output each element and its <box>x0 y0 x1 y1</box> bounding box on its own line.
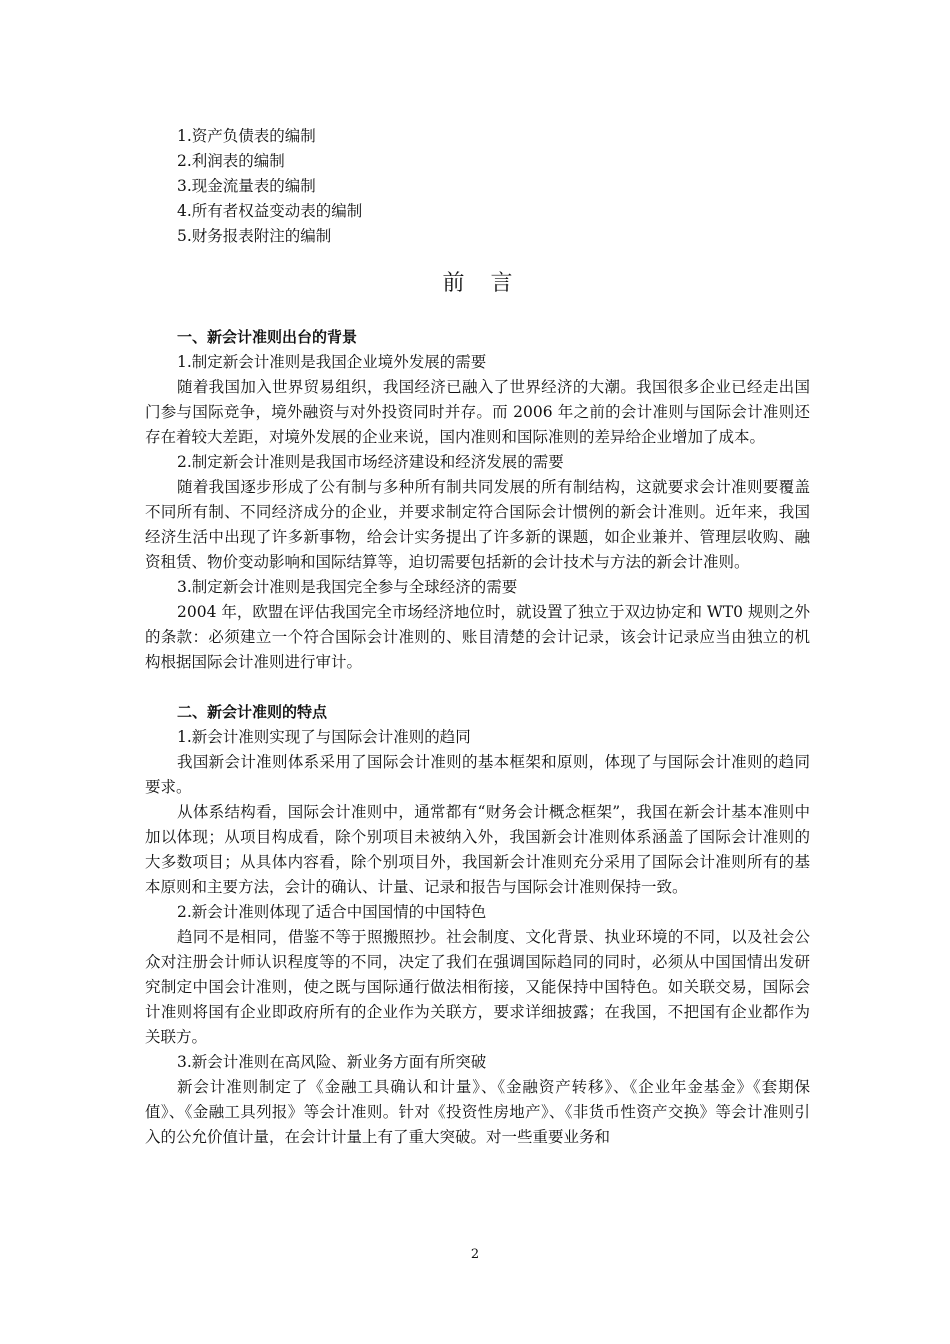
spacer <box>145 675 810 700</box>
subheading: 1.制定新会计准则是我国企业境外发展的需要 <box>177 353 487 371</box>
toc-item: 3.现金流量表的编制 <box>177 177 316 195</box>
section-heading-background: 一、新会计准则出台的背景 <box>177 328 358 346</box>
subheading: 2.制定新会计准则是我国市场经济建设和经济发展的需要 <box>177 453 564 471</box>
paragraph: 从体系结构看，国际会计准则中，通常都有“财务会计概念框架”，我国在新会计基本准则中加以体现；从项目构成看，除个别项目未被纳入外，我国新会计准则体系涵盖了国际会计准则的大多数项目；从具体内容看，除个别项目外，我国新会计准则充分采用了国际会计准则所有的基本原则和主要方法，会计的确认、计量、记录和报告与国际会计准则保持一致。 <box>145 803 810 896</box>
page-title: 前言 <box>442 271 539 296</box>
toc-item: 1.资产负债表的编制 <box>177 127 316 145</box>
paragraph: 随着我国加入世界贸易组织，我国经济已融入了世界经济的大潮。我国很多企业已经走出国门参与国际竞争，境外融资与对外投资同时并存。而 2006 年之前的会计准则与国际会计准则还存在着较大差距，对境外发展的企业来说，国内准则和国际准则的差异给企业增加了成本。 <box>145 378 810 446</box>
paragraph: 2004 年，欧盟在评估我国完全市场经济地位时，就设置了独立于双边协定和 WT0 规则之外的条款：必须建立一个符合国际会计准则的、账目清楚的会计记录，该会计记录应当由独立的机构根据国际会计准则进行审计。 <box>145 603 810 671</box>
subheading: 2.新会计准则体现了适合中国国情的中国特色 <box>177 903 487 921</box>
page-content <box>145 124 810 1150</box>
section-heading-features: 二、新会计准则的特点 <box>177 703 328 721</box>
paragraph: 我国新会计准则体系采用了国际会计准则的基本框架和原则，体现了与国际会计准则的趋同要求。 <box>145 753 810 796</box>
page-number: 2 <box>470 1247 480 1262</box>
subheading: 3.制定新会计准则是我国完全参与全球经济的需要 <box>177 578 518 596</box>
toc-item: 2.利润表的编制 <box>177 152 285 170</box>
toc-item: 4.所有者权益变动表的编制 <box>177 202 363 220</box>
paragraph: 随着我国逐步形成了公有制与多种所有制共同发展的所有制结构，这就要求会计准则要覆盖不同所有制、不同经济成分的企业，并要求制定符合国际会计惯例的新会计准则。近年来，我国经济生活中出现了许多新事物，给会计实务提出了许多新的课题，如企业兼并、管理层收购、融资租赁、物价变动影响和国际结算等，迫切需要包括新的会计技术与方法的新会计准则。 <box>145 478 810 571</box>
subheading: 1.新会计准则实现了与国际会计准则的趋同 <box>177 728 471 746</box>
toc-item: 5.财务报表附注的编制 <box>177 227 332 245</box>
subheading: 3.新会计准则在高风险、新业务方面有所突破 <box>177 1053 487 1071</box>
paragraph: 趋同不是相同，借鉴不等于照搬照抄。社会制度、文化背景、执业环境的不同，以及社会公众对注册会计师认识程度等的不同，决定了我们在强调国际趋同的同时，必须从中国国情出发研究制定中国会计准则，使之既与国际通行做法相衔接，又能保持中国特色。如关联交易，国际会计准则将国有企业即政府所有的企业作为关联方，要求详细披露；在我国，不把国有企业都作为关联方。 <box>145 928 810 1046</box>
paragraph: 新会计准则制定了《金融工具确认和计量》、《金融资产转移》、《企业年金基金》《套期保值》、《金融工具列报》等会计准则。针对《投资性房地产》、《非货币性资产交换》等会计准则引入的公允价值计量，在会计计量上有了重大突破。对一些重要业务和 <box>145 1078 810 1146</box>
